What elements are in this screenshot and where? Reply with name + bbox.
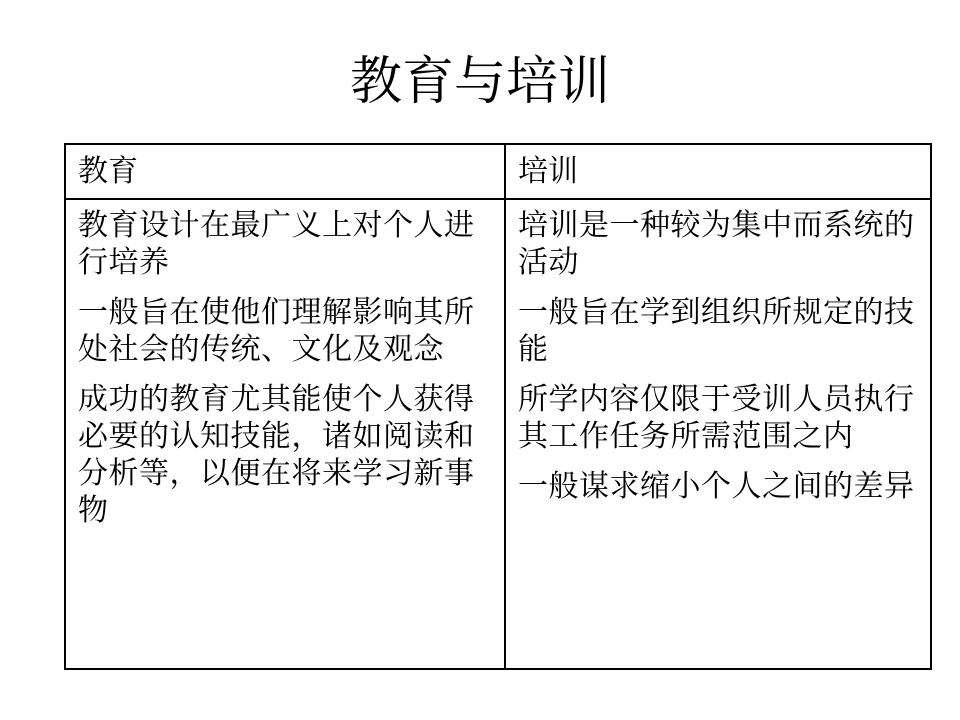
header-training: 培训 bbox=[505, 144, 931, 199]
education-item: 一般旨在使他们理解影响其所处社会的传统、文化及观念 bbox=[78, 295, 475, 367]
comparison-table bbox=[64, 143, 932, 670]
education-cell bbox=[65, 199, 505, 669]
header-education: 教育 bbox=[65, 144, 505, 199]
table-header-row bbox=[65, 144, 931, 199]
training-item: 所学内容仅限于受训人员执行其工作任务所需范围之内 bbox=[518, 382, 915, 454]
education-item: 成功的教育尤其能使个人获得必要的认知技能，诸如阅读和分析等，以便在将来学习新事物 bbox=[78, 382, 475, 528]
education-item: 教育设计在最广义上对个人进行培养 bbox=[78, 208, 475, 280]
table-body-row bbox=[65, 199, 931, 669]
slide-title: 教育与培训 bbox=[349, 52, 610, 112]
training-item: 一般谋求缩小个人之间的差异 bbox=[518, 469, 915, 504]
training-item: 培训是一种较为集中而系统的活动 bbox=[518, 208, 915, 280]
training-item: 一般旨在学到组织所规定的技能 bbox=[518, 295, 915, 367]
training-cell bbox=[505, 199, 931, 669]
